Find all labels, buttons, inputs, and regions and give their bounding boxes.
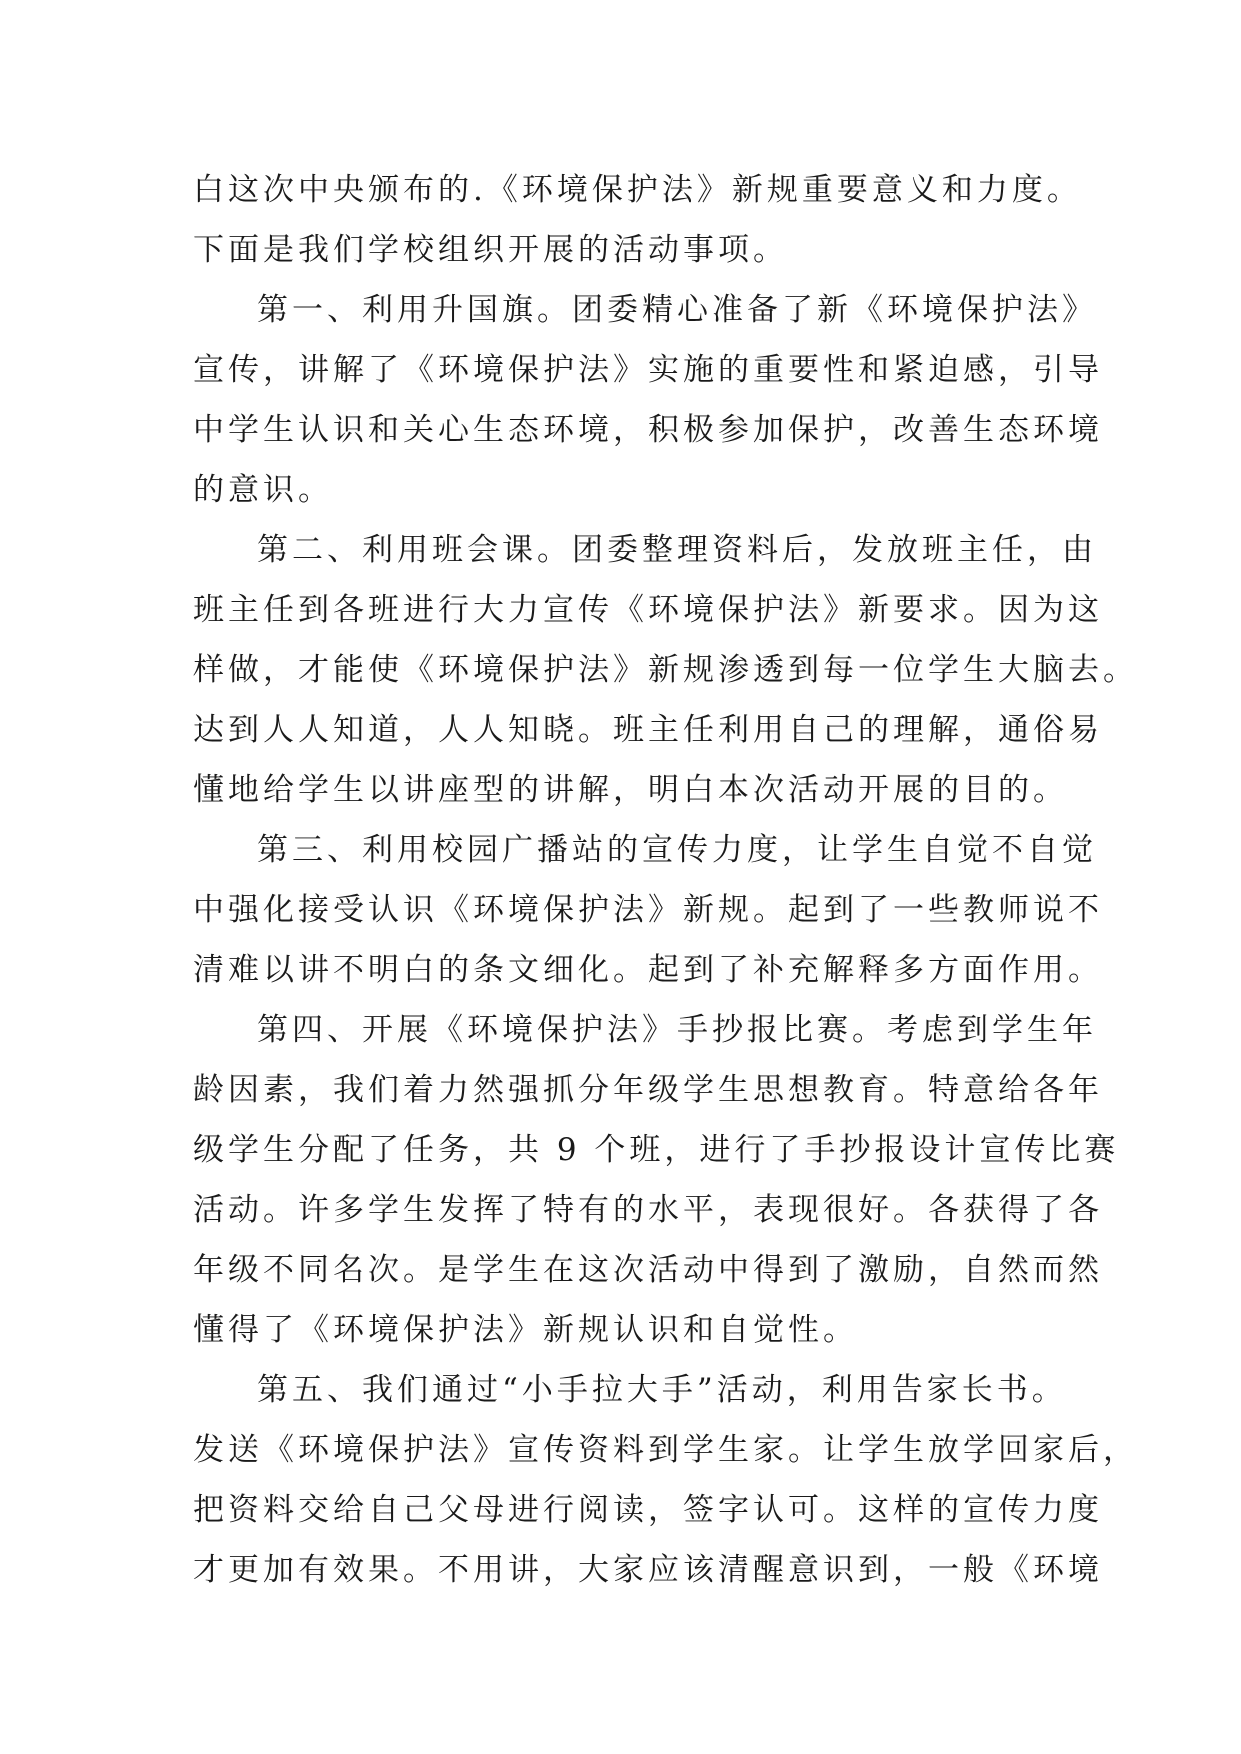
text-line: 下面是我们学校组织开展的活动事项。 [193,232,788,268]
text-line: 中强化接受认识《环境保护法》新规。起到了一些教师说不 [193,892,1103,928]
text-line: 活动。许多学生发挥了特有的水平，表现很好。各获得了各 [193,1192,1103,1228]
text-line: 才更加有效果。不用讲，大家应该清醒意识到，一般《环境 [193,1552,1103,1588]
text-line: 发送《环境保护法》宣传资料到学生家。让学生放学回家后， [193,1432,1138,1468]
text-line: 清难以讲不明白的条文细化。起到了补充解释多方面作用。 [193,952,1103,988]
text-line: 把资料交给自己父母进行阅读，签字认可。这样的宣传力度 [193,1492,1103,1528]
text-line: 宣传，讲解了《环境保护法》实施的重要性和紧迫感，引导 [193,352,1103,388]
text-line: 第三、利用校园广播站的宣传力度，让学生自觉不自觉 [257,832,1097,868]
text-line: 懂得了《环境保护法》新规认识和自觉性。 [193,1312,858,1348]
text-line: 班主任到各班进行大力宣传《环境保护法》新要求。因为这 [193,592,1103,628]
text-line: 达到人人知道，人人知晓。班主任利用自己的理解，通俗易 [193,712,1103,748]
text-line: 级学生分配了任务，共 9 个班，进行了手抄报设计宣传比赛 [193,1132,1120,1168]
text-line: 懂地给学生以讲座型的讲解，明白本次活动开展的目的。 [193,772,1068,808]
text-line: 第二、利用班会课。团委整理资料后，发放班主任，由 [257,532,1097,568]
text-line: 白这次中央颁布的.《环境保护法》新规重要意义和力度。 [193,172,1082,208]
text-line: 第四、开展《环境保护法》手抄报比赛。考虑到学生年 [257,1012,1097,1048]
document-body [193,160,1138,1600]
text-line: 中学生认识和关心生态环境，积极参加保护，改善生态环境 [193,412,1103,448]
text-line: 样做，才能使《环境保护法》新规渗透到每一位学生大脑去。 [193,652,1138,688]
text-line: 龄因素，我们着力然强抓分年级学生思想教育。特意给各年 [193,1072,1103,1108]
text-line: 的意识。 [193,472,333,508]
text-line: 第五、我们通过“小手拉大手”活动，利用告家长书。 [257,1372,1067,1408]
text-line: 年级不同名次。是学生在这次活动中得到了激励，自然而然 [193,1252,1103,1288]
text-line: 第一、利用升国旗。团委精心准备了新《环境保护法》 [257,292,1097,328]
